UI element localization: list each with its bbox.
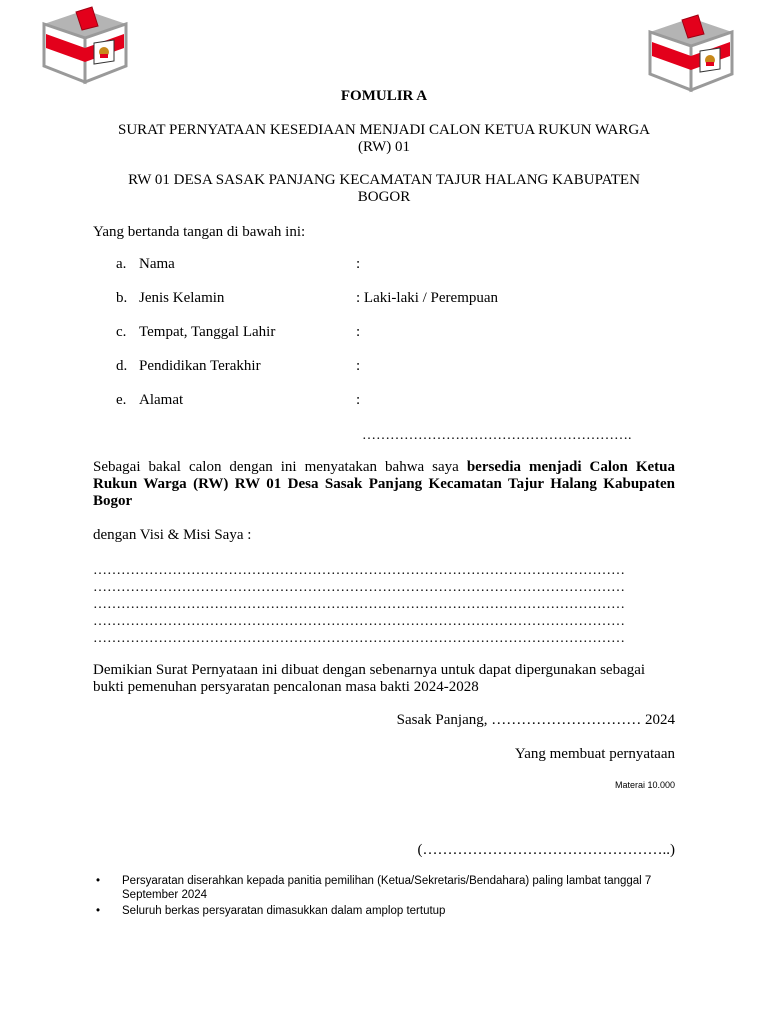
- signatory-label: Yang membuat pernyataan: [514, 746, 675, 762]
- field-jenis-kelamin: [0, 290, 768, 308]
- field-letter: d.: [116, 358, 128, 374]
- field-label: Alamat: [139, 392, 184, 408]
- subtitle-line-2: (RW) 01: [357, 139, 411, 155]
- field-label: Nama: [139, 256, 175, 272]
- ballot-box-icon: [40, 2, 130, 88]
- location-line-1: RW 01 DESA SASAK PANJANG KECAMATAN TAJUR HALANG KABUPATEN: [128, 172, 640, 188]
- field-alamat: [0, 392, 768, 410]
- note-text: Persyaratan diserahkan kepada panitia pemilihan (Ketua/Sekretaris/Bendahara) paling lambat tanggal 7 September 2024: [122, 875, 652, 901]
- visi-misi-label: dengan Visi & Misi Saya :: [93, 527, 252, 543]
- field-tempat-tanggal-lahir: [0, 324, 768, 342]
- ballot-box-icon: [646, 10, 736, 96]
- dotted-line: ……………………………………………………………………………………………………: [93, 580, 625, 595]
- note-text: Seluruh berkas persyaratan dimasukkan dalam amplop tertutup: [122, 905, 446, 917]
- address-continuation-line: ………………………………………………….: [362, 428, 632, 443]
- dotted-line: ……………………………………………………………………………………………………: [93, 597, 625, 612]
- visi-misi-lines: [93, 562, 675, 647]
- field-letter: a.: [116, 256, 127, 272]
- field-pendidikan-terakhir: [0, 358, 768, 376]
- signature-line: (…………………………………………..): [417, 842, 675, 858]
- declaration-paragraph: [93, 459, 675, 510]
- field-value: : Laki-laki / Perempuan: [356, 290, 499, 306]
- field-letter: b.: [116, 290, 128, 306]
- form-title: FOMULIR A: [340, 88, 428, 104]
- ballot-box-logo-left: [40, 2, 130, 88]
- list-item: [96, 875, 676, 902]
- field-nama: [0, 256, 768, 274]
- intro-text: Yang bertanda tangan di bawah ini:: [93, 224, 306, 240]
- bullet-icon: •: [96, 875, 101, 887]
- bullet-icon: •: [96, 905, 101, 917]
- dotted-line: ……………………………………………………………………………………………………: [93, 563, 625, 578]
- location-line-2: BOGOR: [357, 189, 411, 205]
- field-value: :: [356, 324, 361, 340]
- place-date: Sasak Panjang, ………………………… 2024: [396, 712, 675, 728]
- field-letter: c.: [116, 324, 127, 340]
- location-heading: [92, 172, 676, 206]
- field-label: Jenis Kelamin: [139, 290, 225, 306]
- field-label: Tempat, Tanggal Lahir: [139, 324, 276, 340]
- subtitle-line-1: SURAT PERNYATAAN KESEDIAAN MENJADI CALON KETUA RUKUN WARGA: [117, 122, 650, 138]
- materai-label: Materai 10.000: [614, 780, 675, 790]
- field-value: :: [356, 358, 361, 374]
- field-label: Pendidikan Terakhir: [139, 358, 261, 374]
- dotted-line: ……………………………………………………………………………………………………: [93, 631, 625, 646]
- closing-paragraph: Demikian Surat Pernyataan ini dibuat dengan sebenarnya untuk dapat dipergunakan sebagai bukti pemenuhan persyaratan pencalonan masa bakti 2024-2028: [93, 662, 646, 695]
- ballot-box-logo-right: [646, 10, 736, 96]
- field-value: :: [356, 392, 361, 408]
- field-value: :: [356, 256, 361, 272]
- field-letter: e.: [116, 392, 127, 408]
- document-subtitle: [92, 122, 676, 156]
- declaration-bold-text: bersedia menjadi Calon Ketua Rukun Warga (RW) RW 01 Desa Sasak Panjang Kecamatan Tajur Halang Kabupaten Bogor: [93, 459, 675, 509]
- dotted-line: ……………………………………………………………………………………………………: [93, 614, 625, 629]
- list-item: [96, 905, 676, 919]
- requirements-notes: [96, 875, 676, 922]
- declaration-text: Sebagai bakal calon dengan ini menyatakan bahwa saya: [93, 459, 467, 475]
